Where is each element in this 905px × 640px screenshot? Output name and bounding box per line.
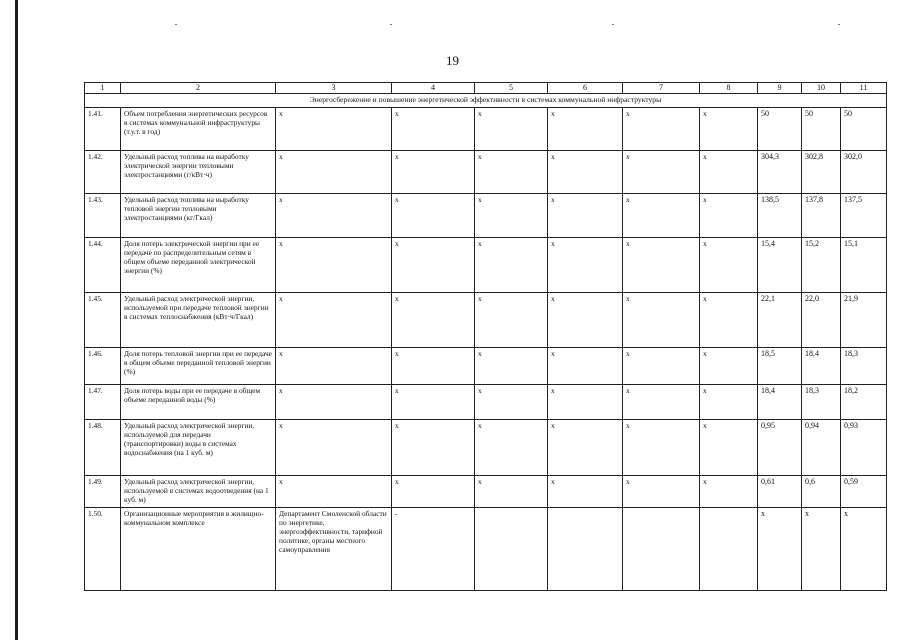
value-cell: 302,8 [802,151,841,194]
value-cell: 0,6 [802,476,841,508]
value-cell: 18,3 [841,348,887,385]
table-cell: х [548,108,623,151]
column-header: 9 [758,83,802,94]
table-cell: х [548,293,623,348]
table-cell: х [623,293,700,348]
table-cell: х [623,348,700,385]
table-cell: х [548,151,623,194]
executor-cell: Департамент Смоленской области по энергетике, энергоэффективности, тарифной политике, органы местного самоуправления [276,508,392,591]
table-cell: х [623,238,700,293]
table-cell: х [700,476,758,508]
indicator-name: Удельный расход топлива на выработку тепловой энергии тепловыми электростанциями (кг/Гкал) [121,194,276,238]
table-row [85,420,887,476]
row-number: 1.44. [85,238,121,293]
table-cell: х [392,238,475,293]
table-cell: х [276,151,392,194]
indicator-name: Доля потерь электрической энергии при ее передаче по распределительным сетям в общем объеме переданной электрической энергии (%) [121,238,276,293]
table-cell: х [548,420,623,476]
column-header: 11 [841,83,887,94]
section-title: Энергосбережение и повышение энергетической эффективности в системах коммунальной инфраструктуры [85,94,887,108]
scan-speck [838,24,840,25]
table-cell: х [548,476,623,508]
value-cell: 302,0 [841,151,887,194]
column-header: 4 [392,83,475,94]
value-cell: х [841,508,887,591]
table-cell: х [548,238,623,293]
table-cell: х [276,293,392,348]
indicator-name: Удельный расход топлива на выработку электрической энергии тепловыми электростанциями (г/кВт·ч) [121,151,276,194]
table-cell: х [700,348,758,385]
section-row [85,94,887,108]
table-cell: х [475,476,548,508]
scan-speck [390,24,392,25]
value-cell: 22,1 [758,293,802,348]
table-cell: х [623,194,700,238]
scan-edge-line [15,0,18,640]
value-cell: 21,9 [841,293,887,348]
table-cell: х [276,348,392,385]
table-cell: х [700,238,758,293]
value-cell: 137,5 [841,194,887,238]
column-header: 2 [121,83,276,94]
value-cell: 18,4 [802,348,841,385]
table-row [85,194,887,238]
column-number-row [85,83,887,94]
value-cell: 0,95 [758,420,802,476]
table-cell: х [700,194,758,238]
indicator-name: Доля потерь тепловой энергии при ее передаче в общем объеме переданной тепловой энергии (%) [121,348,276,385]
value-cell: 18,4 [758,385,802,420]
table-cell [475,508,548,591]
value-cell: 137,8 [802,194,841,238]
table-row [85,238,887,293]
table-cell: х [276,420,392,476]
table-cell: х [700,151,758,194]
page-number: 19 [446,53,459,68]
value-cell: х [802,508,841,591]
table-cell: х [392,476,475,508]
table-cell [623,508,700,591]
table-cell: х [548,348,623,385]
indicator-name: Организационные мероприятия в жилищно-коммунальном комплексе [121,508,276,591]
table-row [85,108,887,151]
table-cell: х [276,194,392,238]
value-cell: 15,4 [758,238,802,293]
column-header: 6 [548,83,623,94]
column-header: 7 [623,83,700,94]
value-cell: 15,2 [802,238,841,293]
table-cell: х [276,385,392,420]
indicator-name: Доля потерь воды при ее передаче в общем объеме переданной воды (%) [121,385,276,420]
table-row [85,508,887,591]
table-cell: х [475,385,548,420]
table-cell: х [475,194,548,238]
table-cell: х [700,108,758,151]
value-cell: 50 [758,108,802,151]
table-cell: - [392,508,475,591]
table-cell [700,508,758,591]
table-cell: х [276,238,392,293]
row-number: 1.50. [85,508,121,591]
table-row [85,348,887,385]
table-cell: х [700,420,758,476]
column-header: 3 [276,83,392,94]
value-cell: 50 [802,108,841,151]
table-row [85,476,887,508]
indicators-table [84,82,887,591]
value-cell: 0,61 [758,476,802,508]
table-cell: х [475,293,548,348]
value-cell: 22,0 [802,293,841,348]
table-row [85,151,887,194]
indicator-name: Удельный расход электрической энергии, используемой в системах водоотведения (на 1 куб. м) [121,476,276,508]
row-number: 1.46. [85,348,121,385]
table-cell: х [392,348,475,385]
row-number: 1.41. [85,108,121,151]
value-cell: 50 [841,108,887,151]
table-cell: х [392,108,475,151]
table-cell: х [276,108,392,151]
table-cell: х [700,385,758,420]
row-number: 1.43. [85,194,121,238]
table-cell: х [475,108,548,151]
table-cell: х [623,151,700,194]
table-cell: х [392,293,475,348]
column-header: 5 [475,83,548,94]
value-cell: 0,93 [841,420,887,476]
table-row [85,385,887,420]
column-header: 1 [85,83,121,94]
table-cell: х [623,385,700,420]
table-cell [548,508,623,591]
value-cell: 18,3 [802,385,841,420]
table-cell: х [392,385,475,420]
row-number: 1.42. [85,151,121,194]
table-cell: х [392,420,475,476]
indicator-name: Объем потребления энергетических ресурсов в системах коммунальной инфраструктуры (т.у.т. в год) [121,108,276,151]
row-number: 1.49. [85,476,121,508]
table-cell: х [475,238,548,293]
value-cell: 18,5 [758,348,802,385]
scan-speck [175,24,177,25]
value-cell: х [758,508,802,591]
table-cell: х [392,194,475,238]
value-cell: 15,1 [841,238,887,293]
column-header: 8 [700,83,758,94]
row-number: 1.45. [85,293,121,348]
value-cell: 18,2 [841,385,887,420]
value-cell: 304,3 [758,151,802,194]
row-number: 1.48. [85,420,121,476]
table-row [85,293,887,348]
table-cell: х [392,151,475,194]
table-cell: х [623,108,700,151]
table-cell: х [548,194,623,238]
table-cell: х [700,293,758,348]
table-cell: х [623,476,700,508]
indicator-name: Удельный расход электрической энергии, используемой при передаче тепловой энергии в системах теплоснабжения (кВт·ч/Гкал) [121,293,276,348]
table-cell: х [475,420,548,476]
value-cell: 0,59 [841,476,887,508]
value-cell: 0,94 [802,420,841,476]
indicator-name: Удельный расход электрической энергии, используемой для передачи (транспортировки) воды в системах водоснабжения (на 1 куб. м) [121,420,276,476]
table-cell: х [623,420,700,476]
scan-speck [612,24,614,25]
value-cell: 138,5 [758,194,802,238]
table-cell: х [276,476,392,508]
row-number: 1.47. [85,385,121,420]
table-cell: х [548,385,623,420]
table-cell: х [475,348,548,385]
column-header: 10 [802,83,841,94]
table-cell: х [475,151,548,194]
